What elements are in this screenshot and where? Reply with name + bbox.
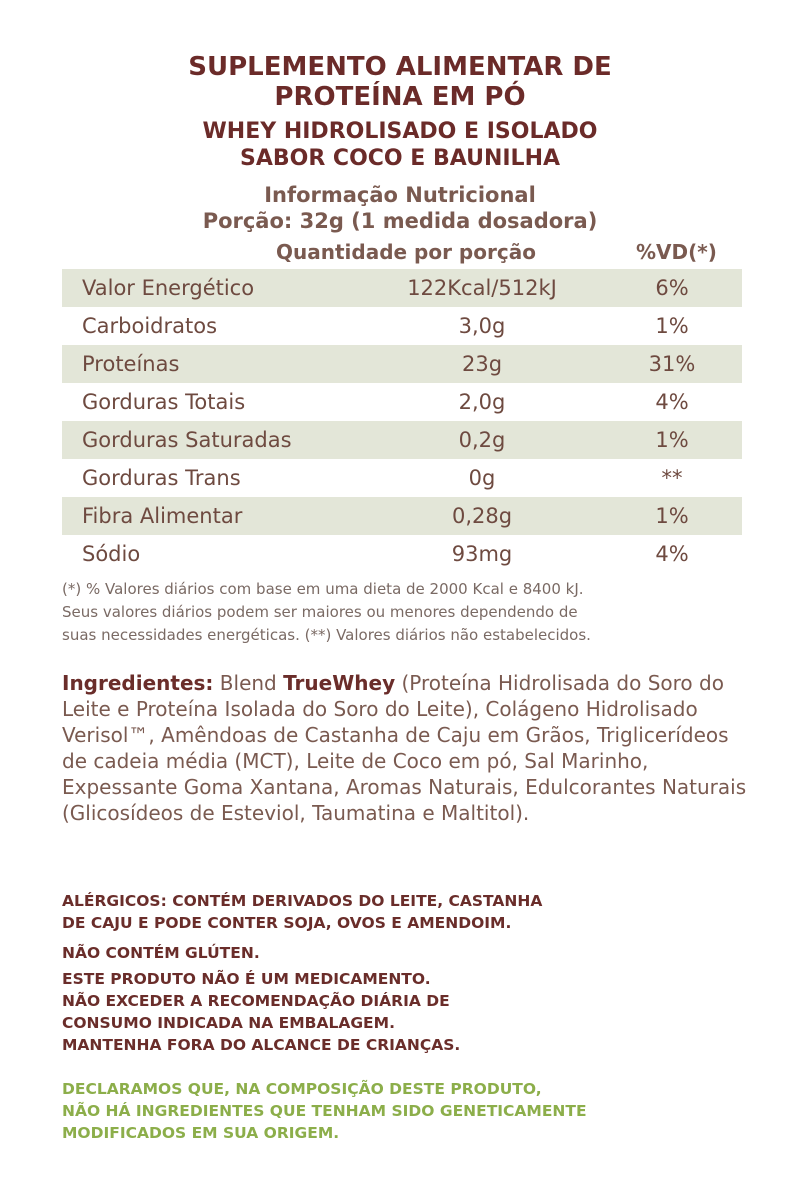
- nutrient-name: Proteínas: [82, 352, 180, 376]
- nutrient-name: Valor Energético: [82, 276, 255, 300]
- allergen-line: ALÉRGICOS: CONTÉM DERIVADOS DO LEITE, CASTANHA: [62, 892, 543, 910]
- table-row: [62, 269, 742, 307]
- nutrient-name: Gorduras Saturadas: [82, 428, 292, 452]
- gmo-line: DECLARAMOS QUE, NA COMPOSIÇÃO DESTE PRODUTO,: [62, 1080, 542, 1098]
- nutrient-name: Gorduras Totais: [82, 390, 246, 414]
- medication-line: ESTE PRODUTO NÃO É UM MEDICAMENTO.: [62, 970, 431, 988]
- product-subtitle-line2: SABOR COCO E BAUNILHA: [239, 146, 561, 171]
- nutrient-quantity: 0,28g: [451, 504, 513, 528]
- nutrient-quantity: 0,2g: [458, 428, 506, 452]
- table-row: [62, 459, 742, 497]
- nutrient-vd: 1%: [655, 314, 689, 338]
- nutrient-vd: **: [661, 466, 683, 490]
- nutrient-vd: 1%: [655, 504, 689, 528]
- nutrient-vd: 4%: [655, 542, 689, 566]
- gluten-warning: [62, 942, 752, 964]
- medication-warning: [62, 968, 752, 1056]
- portion-size: Porção: 32g (1 medida dosadora): [202, 209, 598, 233]
- nutrient-quantity: 3,0g: [458, 314, 506, 338]
- ingredients-brand: TrueWhey: [283, 671, 396, 695]
- column-vd-header: %VD(*): [636, 240, 717, 264]
- allergen-line: DE CAJU E PODE CONTER SOJA, OVOS E AMENDOIM.: [62, 914, 512, 932]
- nutrient-name: Gorduras Trans: [82, 466, 241, 490]
- column-quantity-header: Quantidade por porção: [276, 240, 536, 264]
- nutrient-vd: 6%: [655, 276, 689, 300]
- nutrient-quantity: 23g: [461, 352, 503, 376]
- medication-line: NÃO EXCEDER A RECOMENDAÇÃO DIÁRIA DE: [62, 992, 450, 1010]
- nutrient-name: Carboidratos: [82, 314, 218, 338]
- allergen-warning: [62, 890, 752, 934]
- table-row: [62, 535, 742, 573]
- medication-line: MANTENHA FORA DO ALCANCE DE CRIANÇAS.: [62, 1036, 461, 1054]
- table-row: [62, 421, 742, 459]
- ingredients-label: Ingredientes:: [62, 671, 214, 695]
- nutrient-quantity: 2,0g: [458, 390, 506, 414]
- product-title-line2: PROTEÍNA EM PÓ: [274, 82, 526, 112]
- ingredients-text-b: (Proteína Hidrolisada do Soro do Leite e Proteína Isolada do Soro do Leite), Colágeno Hidrolisado Verisol™, Amêndoas de Castanha de Caju em Grãos, Triglicerídeos de cadeia média (MCT), Leite de Coco em pó, Sal Marinho, Expessante Goma Xantana, Aromas Naturais, Edulcorantes Naturais (Glicosídeos de Esteviol, Taumatina e Maltitol).: [62, 671, 747, 825]
- nutrient-vd: 1%: [655, 428, 689, 452]
- gmo-line: NÃO HÁ INGREDIENTES QUE TENHAM SIDO GENETICAMENTE: [62, 1102, 587, 1120]
- ingredients-paragraph: [62, 670, 752, 826]
- table-header: [0, 240, 800, 270]
- nutrient-name: Fibra Alimentar: [82, 504, 243, 528]
- table-footnote: [62, 578, 752, 647]
- table-row: [62, 497, 742, 535]
- gluten-line: NÃO CONTÉM GLÚTEN.: [62, 944, 260, 962]
- table-row: [62, 307, 742, 345]
- footnote-line: Seus valores diários podem ser maiores ou menores dependendo de: [62, 603, 578, 621]
- nutrient-quantity: 122Kcal/512kJ: [407, 276, 557, 300]
- gmo-line: MODIFICADOS EM SUA ORIGEM.: [62, 1124, 340, 1142]
- nutrition-heading: Informação Nutricional: [264, 183, 536, 207]
- nutrient-vd: 31%: [648, 352, 696, 376]
- table-row: [62, 345, 742, 383]
- table-row: [62, 383, 742, 421]
- footnote-line: (*) % Valores diários com base em uma dieta de 2000 Kcal e 8400 kJ.: [62, 580, 584, 598]
- ingredients-text-a: Blend: [213, 671, 284, 695]
- product-title-line1: SUPLEMENTO ALIMENTAR DE: [188, 52, 612, 82]
- nutrient-name: Sódio: [82, 542, 141, 566]
- nutrient-quantity: 93mg: [451, 542, 513, 566]
- product-subtitle-line1: WHEY HIDROLISADO E ISOLADO: [202, 119, 598, 144]
- nutrient-vd: 4%: [655, 390, 689, 414]
- gmo-declaration: [62, 1078, 762, 1144]
- footnote-line: suas necessidades energéticas. (**) Valores diários não estabelecidos.: [62, 626, 591, 644]
- medication-line: CONSUMO INDICADA NA EMBALAGEM.: [62, 1014, 395, 1032]
- nutrient-quantity: 0g: [468, 466, 496, 490]
